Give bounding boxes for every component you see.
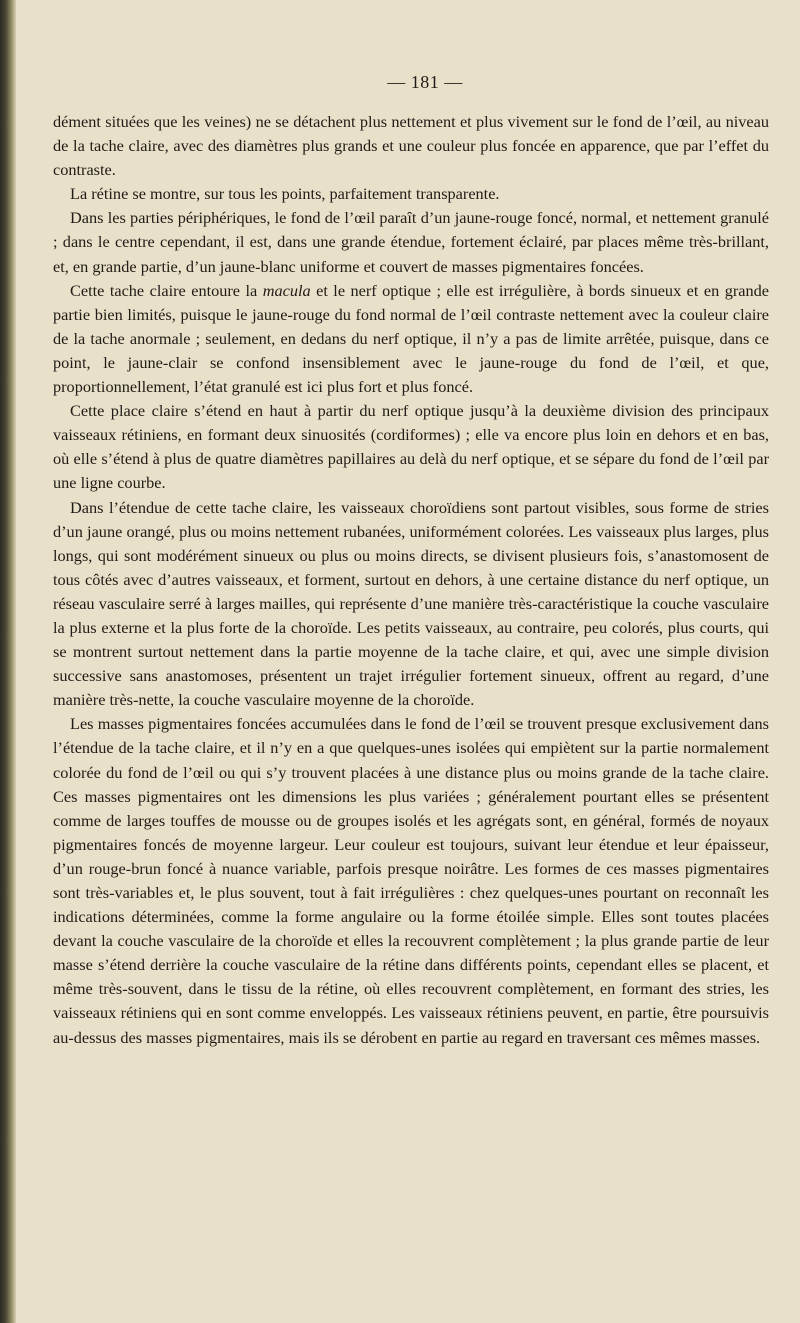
paragraph-continuation: dément situées que les veines) ne se détachent plus nettement et plus vivement sur le fond de l’œil, au niveau de la tache claire, avec des diamètres plus grands et une couleur plus foncée en apparence, que par l’effet du contraste. [53,112,769,180]
italic-term: macula [262,280,311,300]
page-number: — 181 — [387,72,463,92]
paragraph-extent: Cette place claire s’étend en haut à partir du nerf optique jusqu’à la deuxième division des principaux vaisseaux rétiniens, en formant deux sinuosités (cordiformes) ; elle va encore plus loin en dehors et en bas, où elle s’étend à plus de quatre diamètres papillaires au delà du nerf optique, et se sépare du fond de l’œil par une ligne courbe. [53,401,769,493]
paragraph-choroid-vessels: Dans l’étendue de cette tache claire, les vaisseaux choroïdiens sont partout visibles, sous forme de stries d’un jaune orangé, plus ou moins nettement rubanées, uniformément colorées. Les vaisseaux plus larges, plus longs, qui sont modérément sinueux ou plus ou moins directs, se divisent plusieurs fois, s’anastomosent de tous côtés avec d’autres vaisseaux, et forment, surtout en dehors, à une certaine distance du nerf optique, un réseau vasculaire serré à larges mailles, qui représente d’une manière très-caractéristique la couche vasculaire la plus externe et la plus forte de la choroïde. Les petits vaisseaux, au contraire, peu colorés, plus courts, qui se montrent surtout nettement dans la partie moyenne de la tache claire, et qui, avec une simple division successive sans anastomoses, présentent un trajet irrégulier fortement sinueux, offrent au regard, d’une manière très-nette, la couche vasculaire moyenne de la choroïde. [53,497,769,710]
paragraph-light-spot: Cette tache claire entoure la macula et le nerf optique ; elle est irrégulière, à bords sinueux et en grande partie bien limités, puisque le jaune-rouge du fond normal de l’œil contraste nettement avec la couleur claire de la tache anormale ; seulement, en dedans du nerf optique, il n’y a pas de limite arrêtée, puisque, dans ce point, le jaune-clair se confond insensiblement avec le jaune-rouge du fond de l’œil, et que, proportionnellement, l’état granulé est ici plus fort et plus foncé. [53,280,769,397]
paragraph-pigment-masses: Les masses pigmentaires foncées accumulées dans le fond de l’œil se trouvent presque exclusivement dans l’étendue de la tache claire, et il n’y en a que quelques-unes isolées qui empiètent sur la partie normalement colorée du fond de l’œil ou qui s’y trouvent placées à une distance plus ou moins grande de la tache claire. Ces masses pigmentaires ont les dimensions les plus variées ; généralement pourtant elles se présentent comme de larges touffes de mousse ou de groupes isolés et les agrégats sont, en général, formés de noyaux pigmentaires foncés de moyenne largeur. Leur couleur est toujours, suivant leur étendue et leur épaisseur, d’un rouge-brun foncé à nuance variable, parfois presque noirâtre. Les formes de ces masses pigmentaires sont très-variables et, le plus souvent, tout à fait irrégulières : chez quelques-unes pourtant on reconnaît les indications déterminées, comme la forme angulaire ou la forme étoilée simple. Elles sont toutes placées devant la couche vasculaire de la choroïde et elles la recouvrent complètement ; la plus grande partie de leur masse s’étend derrière la couche vasculaire de la rétine dans différents points, cependant elles se placent, et même très-souvent, dans le tissu de la rétine, où elles recouvrent complètement, en formant des stries, les vaisseaux rétiniens qui en sont comme enveloppés. Les vaisseaux rétiniens peuvent, en partie, être poursuivis au-dessus des masses pigmentaires, mais ils se dérobent en partie au regard en traversant ces mêmes masses. [53,714,769,1047]
paragraph-retina: La rétine se montre, sur tous les points, parfaitement transparente. [70,184,500,204]
body-text [53,110,769,1050]
paragraph-peripheral-parts: Dans les parties périphériques, le fond de l’œil paraît d’un jaune-rouge foncé, normal, et nettement granulé ; dans le centre cependant, il est, dans une grande étendue, fortement éclairé, par places même très-brillant, et, en grande partie, d’un jaune-blanc uniforme et couvert de masses pigmentaires foncées. [53,208,769,276]
